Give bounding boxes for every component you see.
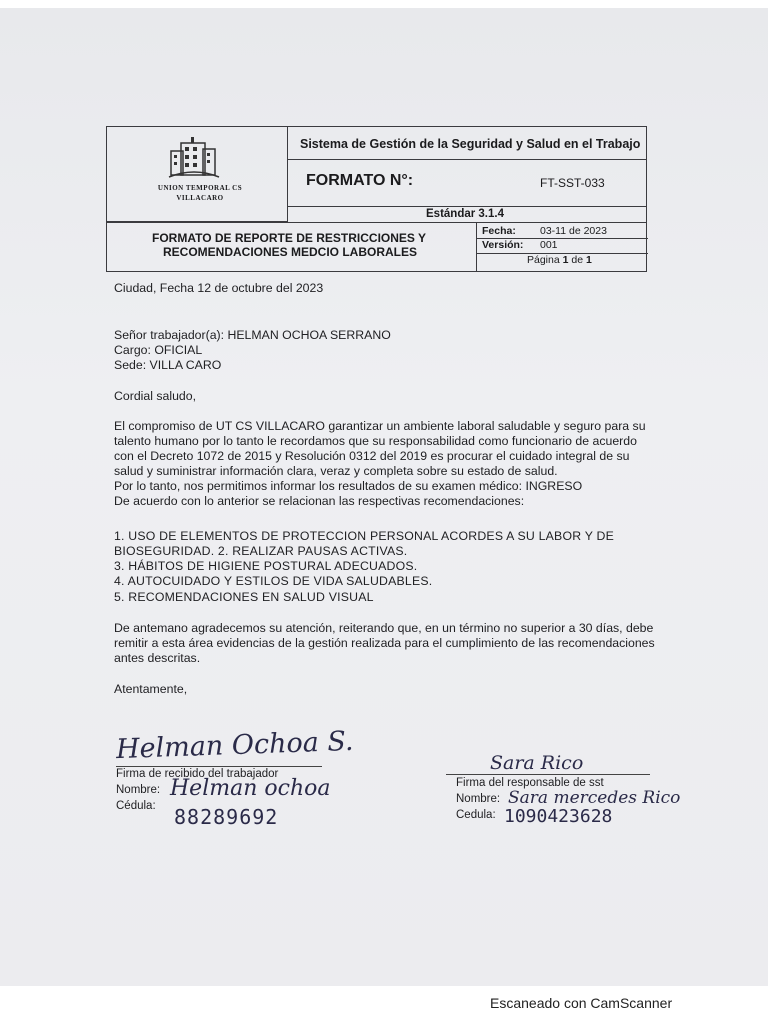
estandar-label: Estándar 3.1.4 xyxy=(426,208,504,220)
recommendation-line: 4. AUTOCUIDADO Y ESTILOS DE VIDA SALUDABLES. xyxy=(114,574,433,588)
scanned-page xyxy=(0,8,768,986)
worker-signature-line xyxy=(116,766,322,767)
worker-handwritten-signature: Helman Ochoa S. xyxy=(115,725,354,766)
pagina-prefix: Página xyxy=(527,254,563,266)
logo-cell xyxy=(106,126,288,222)
document-title-cell xyxy=(106,222,477,272)
version-value: 001 xyxy=(540,239,558,251)
sst-cedula-label: Cedula: xyxy=(456,809,496,821)
fecha-value: 03-11 de 2023 xyxy=(540,225,607,237)
recommendation-line: 3. HÁBITOS DE HIGIENE POSTURAL ADECUADOS. xyxy=(114,559,418,573)
cargo-line: Cargo: OFICIAL xyxy=(114,343,203,357)
document-meta-cell xyxy=(476,222,647,272)
formato-cell xyxy=(287,159,647,207)
estandar-cell xyxy=(287,206,647,223)
sst-cedula-handwritten: 1090423628 xyxy=(504,806,613,827)
paragraph2-line: De antemano agradecemos su atención, reiterando que, en un término no superior a 30 días, debe xyxy=(114,621,654,635)
paragraph2-line: remitir a esta área evidencias de la gestión realizada para el cumplimiento de las recomendaciones xyxy=(114,636,655,650)
pagina-indicator xyxy=(527,254,592,266)
formato-label: FORMATO N°: xyxy=(306,172,414,189)
sst-nombre-label: Nombre: xyxy=(456,793,501,805)
closing: Atentamente, xyxy=(114,682,188,696)
document-title-line1: FORMATO DE REPORTE DE RESTRICCIONES Y xyxy=(152,231,427,245)
system-title: Sistema de Gestión de la Seguridad y Salud en el Trabajo xyxy=(300,137,641,151)
paragraph1-line: De acuerdo con lo anterior se relacionan las respectivas recomendaciones: xyxy=(114,494,525,508)
document-title-line2: RECOMENDACIONES MEDCIO LABORALES xyxy=(163,245,418,259)
greeting: Cordial saludo, xyxy=(114,389,197,403)
sst-signature-label: Firma del responsable de sst xyxy=(456,777,604,789)
city-date: Ciudad, Fecha 12 de octubre del 2023 xyxy=(114,281,324,295)
sede-line: Sede: VILLA CARO xyxy=(114,358,222,372)
fecha-label: Fecha: xyxy=(482,225,516,237)
paragraph1-line: El compromiso de UT CS VILLACARO garantizar un ambiente laboral saludable y seguro para su xyxy=(114,419,646,433)
paragraph1-line: Por lo tanto, nos permitimos informar los resultados de su examen médico: INGRESO xyxy=(114,479,583,493)
building-logo-icon xyxy=(167,137,221,181)
company-logo-text xyxy=(125,183,275,203)
document-header-table xyxy=(106,126,646,272)
sst-nombre-handwritten: Sara mercedes Rico xyxy=(508,788,681,808)
worker-cedula-handwritten: 88289692 xyxy=(174,805,279,829)
pagina-mid: de xyxy=(568,254,586,266)
recommendation-line: BIOSEGURIDAD. 2. REALIZAR PAUSAS ACTIVAS. xyxy=(114,544,408,558)
recommendation-line: 5. RECOMENDACIONES EN SALUD VISUAL xyxy=(114,590,374,604)
pagina-total: 1 xyxy=(585,254,592,266)
paragraph1-line: salud y suministrar información clara, veraz y completa sobre su estado de salud. xyxy=(114,464,558,478)
sst-handwritten-signature: Sara Rico xyxy=(490,752,584,774)
worker-signature-label: Firma de recibido del trabajador xyxy=(116,768,279,780)
paragraph1-line: con el Decreto 1072 de 2015 y Resolución 0312 del 2019 es procurar el cuidado integral de su xyxy=(114,449,630,463)
camscanner-footer: Escaneado con CamScanner xyxy=(490,995,673,1011)
logo-text-line2: VILLACARO xyxy=(176,194,224,202)
logo-text-line1: UNION TEMPORAL CS xyxy=(157,184,243,192)
sst-signature-line xyxy=(446,774,650,775)
pagina-num: 1 xyxy=(562,254,569,266)
system-title-cell xyxy=(287,126,647,160)
paragraph1-line: talento humano por lo tanto le recordamos que su responsabilidad como funcionario de acuerdo xyxy=(114,434,637,448)
paragraph2-line: antes descritas. xyxy=(114,651,201,665)
worker-cedula-label: Cédula: xyxy=(116,800,156,812)
recipient-line: Señor trabajador(a): HELMAN OCHOA SERRANO xyxy=(114,328,391,342)
recommendation-line: 1. USO DE ELEMENTOS DE PROTECCION PERSONAL ACORDES A SU LABOR Y DE xyxy=(114,529,614,543)
formato-code: FT-SST-033 xyxy=(540,176,605,190)
worker-nombre-handwritten: Helman ochoa xyxy=(170,776,331,801)
worker-nombre-label: Nombre: xyxy=(116,784,161,796)
version-label: Versión: xyxy=(482,239,524,251)
